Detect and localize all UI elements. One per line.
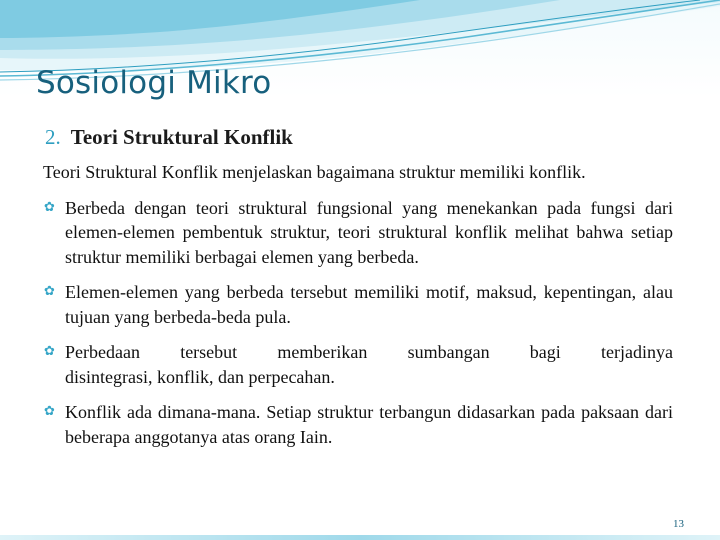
flower-bullet-icon: ✿ bbox=[44, 404, 55, 419]
list-item-text: Berbeda dengan teori struktural fungsional yang menekankan pada fungsi dari elemen-elemen pembentuk struktur, teori struktural konflik melihat bahwa setiap struktur memiliki berbagai elemen yang berbeda. bbox=[65, 197, 673, 267]
flower-bullet-icon: ✿ bbox=[44, 199, 55, 215]
section-heading bbox=[45, 123, 293, 151]
list-item-text-continued: disintegrasi, konflik, dan perpecahan. bbox=[65, 366, 335, 387]
list-item bbox=[43, 340, 673, 389]
section-heading-text: Teori Struktural Konflik bbox=[70, 125, 293, 149]
intro-paragraph: Teori Struktural Konflik menjelaskan bagaimana struktur memiliki konflik. bbox=[43, 162, 586, 182]
list-item bbox=[43, 280, 673, 329]
list-item-text: Elemen-elemen yang berbeda tersebut memiliki motif, maksud, kepentingan, alau tujuan yang berbeda-beda pula. bbox=[65, 282, 673, 327]
slide-title: Sosiologi Mikro bbox=[36, 65, 272, 101]
list-item bbox=[43, 400, 673, 449]
flower-bullet-icon: ✿ bbox=[44, 284, 55, 299]
section-number: 2. bbox=[45, 125, 61, 149]
slide-body bbox=[43, 160, 673, 460]
bullet-list bbox=[43, 196, 673, 450]
flower-bullet-icon: ✿ bbox=[44, 344, 55, 359]
list-item-text: Konflik ada dimana-mana. Setiap struktur terbangun didasarkan pada paksaan dari beberapa anggotanya atas orang Iain. bbox=[65, 402, 673, 447]
page-number: 13 bbox=[673, 518, 684, 530]
footer-bar-decoration bbox=[0, 535, 720, 540]
list-item bbox=[43, 196, 673, 270]
list-item-text: Perbedaan tersebut memberikan sumbangan bagi terjadinya bbox=[65, 342, 673, 362]
